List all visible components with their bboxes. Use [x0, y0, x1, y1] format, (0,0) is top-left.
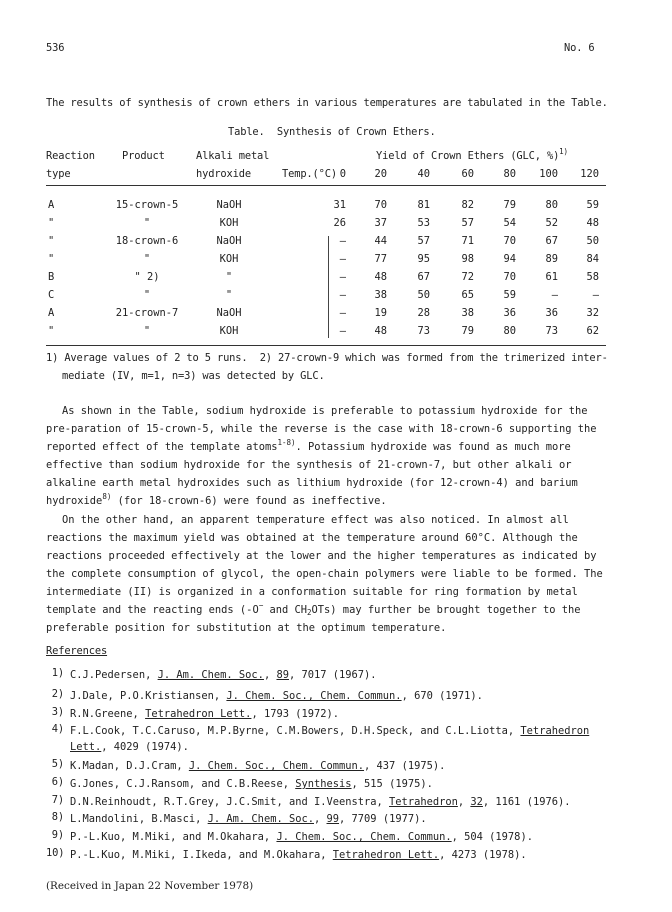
yield-cell: 61 [545, 271, 558, 283]
yield-cell: 77 [374, 253, 387, 265]
yield-cell: 67 [545, 235, 558, 247]
yield-cell: 31 [333, 199, 346, 211]
temp-header-6: 120 [580, 168, 599, 180]
reference-journal: J. Am. Chem. Soc. [207, 813, 314, 825]
yield-cell: 38 [374, 289, 387, 301]
yield-cell: 53 [417, 217, 430, 229]
references-heading: References [46, 645, 108, 657]
reference-text [70, 794, 610, 810]
reference-journal: Synthesis [295, 778, 352, 790]
yield-cell: 38 [461, 307, 474, 319]
product-cell: 15-crown-5 [115, 199, 179, 211]
yield-cell: 59 [586, 199, 599, 211]
yield-cell: 28 [417, 307, 430, 319]
reaction-type-cell: " [48, 217, 55, 229]
reference-authors: G.Jones, C.J.Ransom, and C.B.Reese, [70, 778, 296, 790]
hydroxide-cell: KOH [219, 217, 239, 229]
column-separator [328, 236, 329, 338]
product-cell: " [143, 253, 151, 265]
reaction-type-cell: C [48, 289, 55, 301]
header-yield: Yield of Crown Ethers (GLC, %)$^{1)}$ [376, 147, 568, 162]
reaction-type-cell: A [48, 307, 55, 319]
reference-sep: , [457, 796, 471, 808]
reference-authors: P.-L.Kuo, M.Miki, I.Ikeda, and M.Okahara, [70, 849, 333, 861]
table-footnote-1: 1) Average values of 2 to 5 runs. 2) 27-crown-9 which was formed from the trimerized inter- [46, 352, 608, 364]
reference-number: 5) [51, 758, 64, 770]
reference-text [70, 758, 610, 774]
yield-cell: 80 [503, 325, 516, 337]
reaction-type-cell: " [48, 325, 55, 337]
reference-sep: , [263, 669, 277, 681]
yield-cell: 73 [417, 325, 430, 337]
reference-number: 7) [51, 794, 64, 806]
header-temp: Temp.(°C) [282, 168, 337, 180]
yield-cell: 65 [461, 289, 474, 301]
hydroxide-cell: KOH [219, 325, 239, 337]
hydroxide-cell: KOH [219, 253, 239, 265]
hydroxide-cell: NaOH [216, 307, 242, 319]
table-caption: Table. Synthesis of Crown Ethers. [228, 126, 436, 138]
yield-cell: — [551, 289, 558, 301]
yield-cell: 67 [417, 271, 430, 283]
reference-journal: Tetrahedron Lett. [145, 708, 252, 720]
reference-authors: F.L.Cook, T.C.Caruso, M.P.Byrne, C.M.Bowers, D.H.Speck, and C.L.Liotta, [70, 725, 521, 737]
reference-journal: Tetrahedron [389, 796, 458, 808]
header-alkali: Alkali metal [196, 150, 270, 162]
yield-cell: 32 [586, 307, 599, 319]
temp-header-5: 100 [539, 168, 558, 180]
yield-cell: 94 [503, 253, 516, 265]
table-top-rule [46, 185, 606, 186]
reference-rest: , 7709 (1977). [339, 813, 427, 825]
yield-cell: 57 [461, 217, 474, 229]
hydroxide-cell: " [225, 271, 233, 283]
yield-cell: — [339, 235, 346, 247]
yield-cell: — [339, 253, 346, 265]
yield-cell: 84 [586, 253, 599, 265]
reference-rest: , 437 (1975). [364, 760, 446, 772]
yield-cell: 70 [503, 235, 516, 247]
reaction-type-cell: B [48, 271, 55, 283]
paragraph-temperature-effect: On the other hand, an apparent temperature effect was also noticed. In almost all reactions the maximum yield was obtained at the temperature around 60°C. Although the reactions proceeded effectively at the lower and the higher temperatures as indicated by the complete consumption of glycol, the open-chain polymers were liable to be formed. The intermediate (II) is organized in a conformation suitable for ring formation by metal template and the reacting ends (-O− and $CH_2OTs$) may further be brought together to the preferable position for substitution at the optimum temperature. [46, 514, 603, 634]
reference-journal: Tetrahedron Lett. [70, 725, 590, 753]
page-number: 536 [46, 42, 65, 54]
temp-header-0: 0 [339, 168, 346, 180]
yield-cell: 19 [374, 307, 387, 319]
reference-number: 9) [51, 829, 64, 841]
reference-authors: K.Madan, D.J.Cram, [70, 760, 189, 772]
reference-authors: J.Dale, P.O.Kristiansen, [70, 690, 227, 702]
yield-cell: 72 [461, 271, 474, 283]
temp-header-4: 80 [503, 168, 516, 180]
header-reaction: Reaction [46, 150, 95, 162]
yield-cell: 80 [545, 199, 558, 211]
reference-journal: J. Chem. Soc., Chem. Commun. [188, 760, 365, 772]
yield-cell: 54 [503, 217, 516, 229]
yield-cell: 98 [461, 253, 474, 265]
yield-cell: — [339, 271, 346, 283]
reference-rest: , 4273 (1978). [439, 849, 527, 861]
yield-cell: 50 [586, 235, 599, 247]
reference-journal: J. Chem. Soc., Chem. Commun. [276, 831, 452, 843]
reference-rest: , 1793 (1972). [251, 708, 340, 720]
reference-rest: , 4029 (1974). [101, 741, 189, 753]
yield-cell: 48 [374, 325, 387, 337]
yield-cell: 73 [545, 325, 558, 337]
table-footnote-2: mediate (IV, m=1, n=3) was detected by GLC. [62, 370, 325, 382]
reference-journal: J. Am. Chem. Soc. [157, 669, 264, 681]
reference-rest: , 1161 (1976). [482, 796, 571, 808]
yield-cell: — [339, 289, 346, 301]
temp-header-2: 40 [417, 168, 430, 180]
reference-rest: , 515 (1975). [351, 778, 433, 790]
reference-number: 6) [51, 776, 64, 788]
reference-volume: 32 [470, 796, 483, 808]
yield-cell: 62 [586, 325, 599, 337]
product-cell: 21-crown-7 [115, 307, 179, 319]
reaction-type-cell: " [48, 253, 55, 265]
yield-cell: 82 [461, 199, 474, 211]
reference-text [70, 829, 610, 845]
reference-text [70, 847, 610, 863]
reference-sep: , [314, 813, 327, 825]
reference-number: 8) [51, 811, 64, 823]
reference-text [70, 667, 610, 683]
paragraph-template-effect: As shown in the Table, sodium hydroxide is preferable to potassium hydroxide for the pre-paration of 15-crown-5, while the reverse is the case with 18-crown-6 supporting the reported effect of the template atoms$^{1-8)}$. Potassium hydroxide was found as much more effective than sodium hydroxide for the synthesis of 21-crown-7, but other alkali or alkaline earth metal hydroxides such as lithium hydroxide (for 12-crown-4) and barium hydroxide$^{8)}$ (for 18-crown-6) were found as ineffective. [46, 405, 597, 507]
reference-number: 1) [51, 667, 64, 679]
reference-rest: , 504 (1978). [451, 831, 533, 843]
table-bottom-rule [46, 345, 606, 346]
reference-authors: R.N.Greene, [70, 708, 146, 720]
reference-authors: D.N.Reinhoudt, R.T.Grey, J.C.Smit, and I.Veenstra, [70, 796, 390, 808]
yield-cell: 36 [503, 307, 516, 319]
yield-cell: 57 [417, 235, 430, 247]
reference-authors: P.-L.Kuo, M.Miki, and M.Okahara, [70, 831, 277, 843]
reference-text [70, 706, 610, 722]
hydroxide-cell: NaOH [216, 199, 242, 211]
reference-rest: , 7017 (1967). [288, 669, 377, 681]
header-type: type [46, 168, 71, 180]
reference-number: 2) [51, 688, 64, 700]
yield-cell: — [339, 325, 346, 337]
header-product: Product [122, 150, 165, 162]
reference-journal: J. Chem. Soc., Chem. Commun. [226, 690, 402, 702]
reference-authors: L.Mandolini, B.Masci, [70, 813, 208, 825]
reaction-type-cell: A [48, 199, 55, 211]
yield-cell: — [339, 307, 346, 319]
yield-cell: 59 [503, 289, 516, 301]
yield-cell: 79 [503, 199, 516, 211]
yield-cell: — [592, 289, 599, 301]
yield-cell: 48 [586, 217, 599, 229]
product-cell: 18-crown-6 [115, 235, 179, 247]
reference-volume: 99 [326, 813, 340, 825]
yield-cell: 95 [417, 253, 430, 265]
product-cell: " [143, 289, 151, 301]
product-cell: " 2) [134, 271, 160, 283]
reference-number: 10) [46, 847, 65, 859]
product-cell: " [143, 217, 151, 229]
hydroxide-cell: " [225, 289, 233, 301]
yield-cell: 48 [374, 271, 387, 283]
reference-number: 4) [51, 723, 64, 735]
received-date: (Received in Japan 22 November 1978) [46, 880, 254, 892]
yield-cell: 79 [461, 325, 474, 337]
reference-volume: 89 [276, 669, 289, 681]
yield-cell: 71 [461, 235, 474, 247]
yield-cell: 58 [586, 271, 599, 283]
product-cell: " [143, 325, 151, 337]
reference-text [70, 723, 610, 755]
yield-cell: 50 [417, 289, 430, 301]
yield-cell: 37 [374, 217, 387, 229]
header-hydroxide: hydroxide [196, 168, 251, 180]
reference-text [70, 811, 610, 827]
reaction-type-cell: " [48, 235, 55, 247]
yield-cell: 81 [417, 199, 430, 211]
yield-cell: 26 [333, 217, 346, 229]
hydroxide-cell: NaOH [216, 235, 242, 247]
yield-cell: 70 [503, 271, 516, 283]
temp-header-1: 20 [374, 168, 387, 180]
intro-sentence: The results of synthesis of crown ethers in various temperatures are tabulated in the Table. [46, 97, 608, 109]
temp-header-3: 60 [461, 168, 474, 180]
reference-text [70, 776, 610, 792]
reference-rest: , 670 (1971). [401, 690, 483, 702]
yield-cell: 44 [374, 235, 387, 247]
reference-number: 3) [51, 706, 64, 718]
yield-cell: 52 [545, 217, 558, 229]
yield-cell: 70 [374, 199, 387, 211]
reference-authors: C.J.Pedersen, [70, 669, 158, 681]
issue-number: No. 6 [564, 42, 595, 54]
yield-cell: 36 [545, 307, 558, 319]
reference-journal: Tetrahedron Lett. [332, 849, 440, 861]
reference-text [70, 688, 610, 704]
yield-cell: 89 [545, 253, 558, 265]
